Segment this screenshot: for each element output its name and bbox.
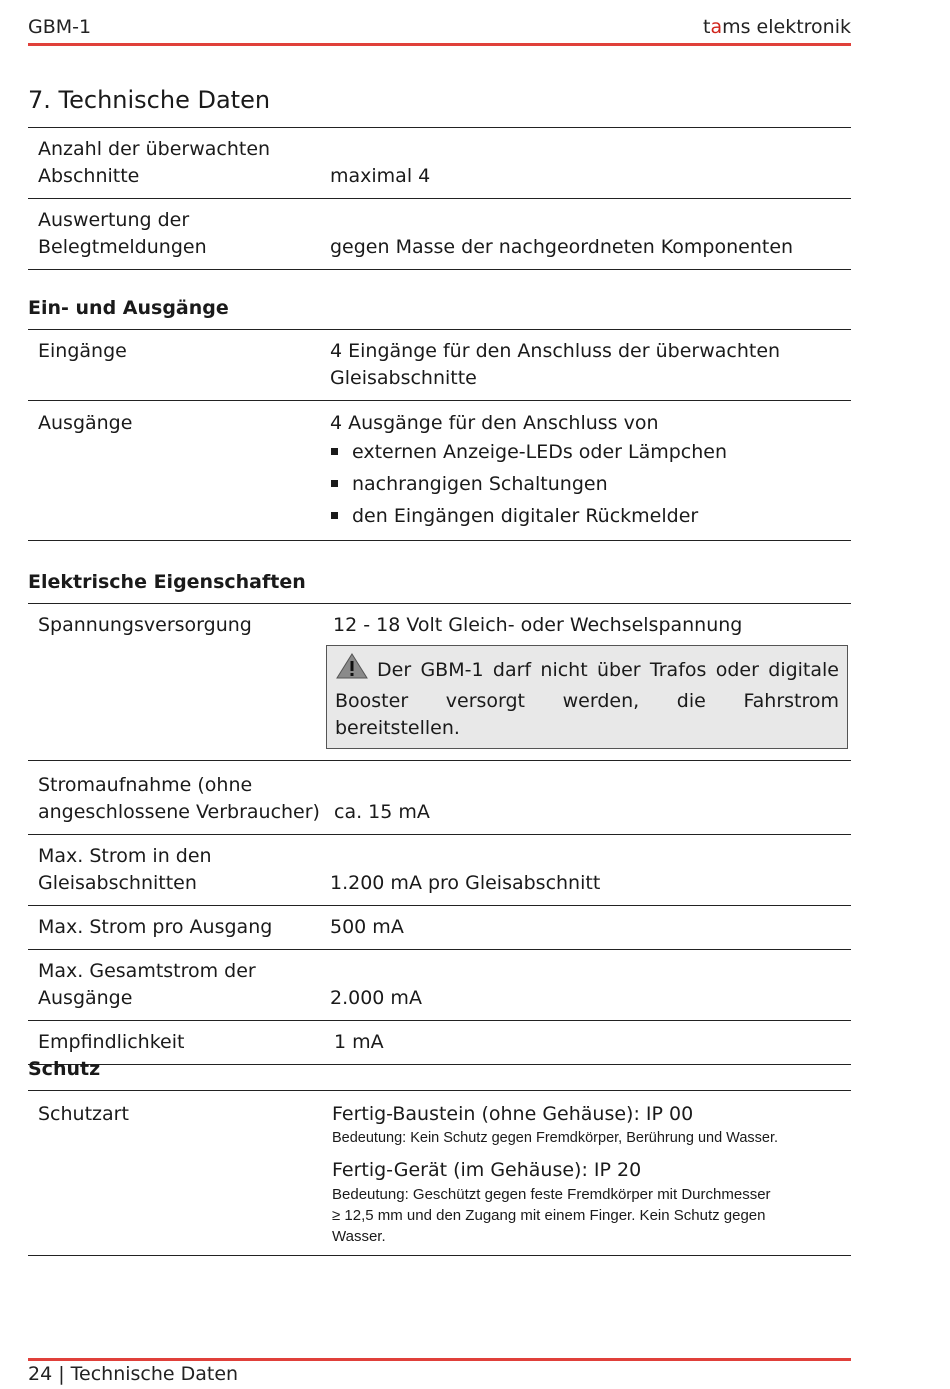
brand-part-1: t [702,16,711,38]
spec-key: Eingänge [38,340,127,362]
protection-spec-table [28,1090,851,1256]
table-row [28,950,851,1021]
table-row [28,401,851,541]
document-id: GBM-1 [28,16,92,38]
spec-value [322,1091,851,1256]
list-item [330,503,845,530]
bullet-square-icon [331,448,338,455]
table-row [28,835,851,906]
spec-key: Empfindlichkeit [38,1031,185,1053]
group-title-io: Ein- und Ausgänge [28,297,229,319]
page-footer: 24 | Technische Daten [28,1363,239,1385]
spec-key: Schutzart [38,1103,129,1125]
group-title-protection: Schutz [28,1058,101,1080]
spec-value: maximal 4 [330,165,431,187]
footer-rule [28,1358,851,1361]
general-spec-table [28,127,851,270]
outputs-intro: 4 Ausgänge für den Anschluss von [330,412,659,434]
protection-device-rating: Fertig-Gerät (im Gehäuse): IP 20 [332,1159,642,1181]
spec-key [28,950,322,1021]
spec-key [28,199,322,270]
spec-key-line: Ausgänge [38,987,133,1009]
list-item-text: den Eingängen digitaler Rückmelder [352,505,699,527]
spec-key [28,835,322,906]
list-item [330,439,845,466]
spec-key-line: Anzahl der überwachten [38,138,271,160]
protection-kit-rating: Fertig-Baustein (ohne Gehäuse): IP 00 [332,1103,694,1125]
bullet-square-icon [331,512,338,519]
spec-key: Ausgänge [38,412,133,434]
spec-value [322,604,851,761]
table-row [28,906,851,950]
spec-key-line: Max. Gesamtstrom der [38,960,256,982]
spec-value: 1 mA [334,1031,384,1053]
spec-value: 2.000 mA [330,987,422,1009]
table-row [28,330,851,401]
spec-key [28,128,322,199]
spec-key-line: Auswertung der [38,209,190,231]
spec-key: Spannungsversorgung [38,614,252,636]
bullet-square-icon [331,480,338,487]
spec-value [322,401,851,541]
spec-value: ca. 15 mA [334,801,430,823]
protection-kit-note: Bedeutung: Kein Schutz gegen Fremdkörper, Berührung und Wasser. [332,1130,779,1146]
table-row [28,1021,851,1065]
table-row [28,604,851,761]
brand-accent-letter: a [710,16,723,38]
note-line: Bedeutung: Geschützt gegen feste Fremdkörper mit Durchmesser [332,1186,771,1203]
table-row [28,1091,851,1256]
spec-key: Max. Strom pro Ausgang [38,916,273,938]
brand-part-2: ms elektronik [722,16,851,38]
electrical-spec-table [28,603,851,1065]
io-spec-table [28,329,851,541]
spec-key-line: Stromaufnahme (ohne [38,774,253,796]
warning-triangle-icon [335,652,369,688]
spec-value: 1.200 mA pro Gleisabschnitt [330,872,601,894]
spec-value-line: 4 Eingänge für den Anschluss der überwachten [330,340,781,362]
spec-key-line: Gleisabschnitten [38,872,197,894]
spec-value: gegen Masse der nachgeordneten Komponenten [330,236,794,258]
spacer [332,1149,845,1157]
protection-device-note [332,1184,845,1247]
header-rule [28,43,851,46]
table-row [28,199,851,270]
manual-page [28,0,851,1389]
spec-key-line: Abschnitte [38,165,140,187]
note-line: ≥ 12,5 mm und den Zugang mit einem Finger. Kein Schutz gegen [332,1207,766,1224]
list-item-text: externen Anzeige-LEDs oder Lämpchen [352,441,728,463]
spec-value: 500 mA [330,916,404,938]
warning-text: Der GBM-1 darf nicht über Trafos oder digitale Booster versorgt werden, die Fahrstrom bereitstellen. [335,659,839,739]
outputs-list [330,439,845,530]
spec-key-line: Max. Strom in den [38,845,212,867]
list-item [330,471,845,498]
group-title-electrical: Elektrische Eigenschaften [28,571,306,593]
spec-key [28,761,322,835]
page-header [28,14,851,44]
warning-box [326,645,848,749]
supply-value: 12 - 18 Volt Gleich- oder Wechselspannung [333,614,743,636]
spec-key-line: angeschlossene Verbraucher) [38,801,320,823]
note-line: Wasser. [332,1228,386,1245]
list-item-text: nachrangigen Schaltungen [352,473,608,495]
table-row [28,128,851,199]
spec-value [322,330,851,401]
brand-name [703,16,851,38]
table-row [28,761,851,835]
spec-value-line: Gleisabschnitte [330,367,477,389]
spec-key-line: Belegtmeldungen [38,236,207,258]
section-title: 7. Technische Daten [28,86,271,114]
